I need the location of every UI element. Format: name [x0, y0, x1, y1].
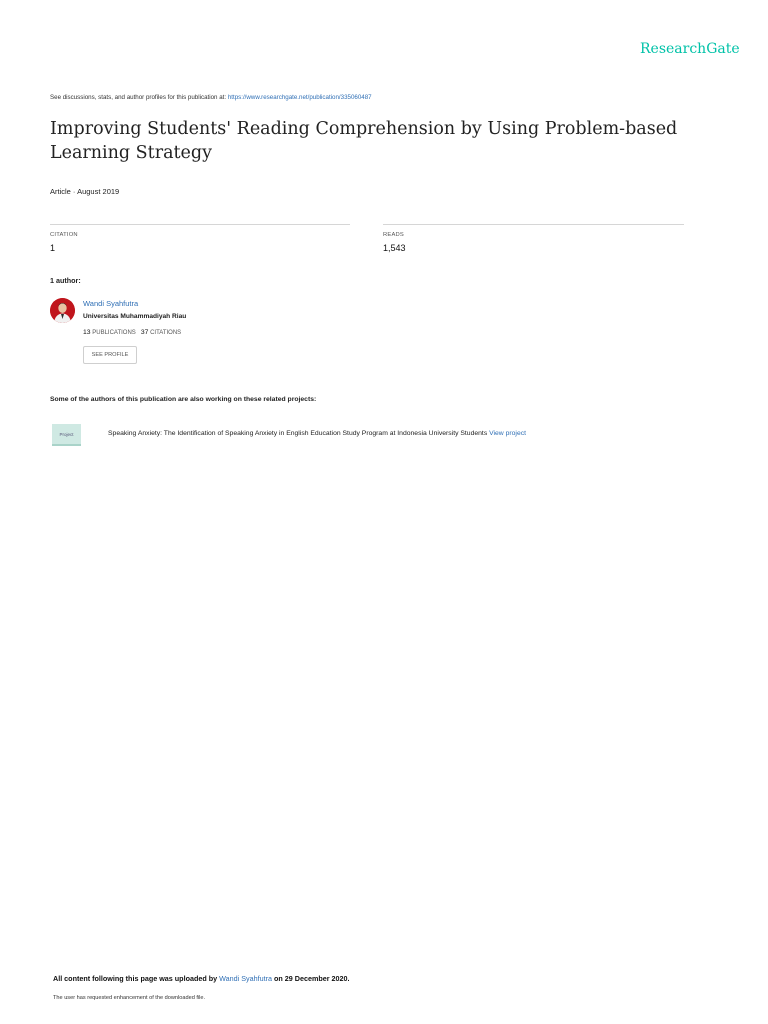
authors-heading: 1 author: — [50, 276, 81, 285]
project-item — [108, 430, 526, 437]
publication-meta: Article · August 2019 — [50, 187, 120, 196]
project-thumbnail-label: Project — [59, 432, 74, 437]
discussion-text: See discussions, stats, and author profiles for this publication at: — [50, 94, 228, 101]
see-profile-button[interactable]: SEE PROFILE — [83, 346, 137, 364]
uploader-link[interactable]: Wandi Syahfutra — [219, 974, 272, 983]
publication-url-link[interactable]: https://www.researchgate.net/publication/335060487 — [227, 94, 372, 101]
author-avatar[interactable] — [50, 298, 75, 323]
author-stats — [83, 329, 181, 336]
author-name-link[interactable]: Wandi Syahfutra — [83, 299, 139, 308]
publications-label: PUBLICATIONS — [92, 330, 136, 336]
upload-info — [53, 974, 350, 983]
publication-title: Improving Students' Reading Comprehension by Using Problem-based Learning Strategy — [50, 119, 678, 163]
author-affiliation: Universitas Muhammadiyah Riau — [83, 313, 187, 320]
avatar-portrait-icon — [50, 298, 75, 323]
citations-label: CITATIONS — [150, 330, 182, 336]
download-note: The user has requested enhancement of the downloaded file. — [53, 995, 206, 1001]
upload-prefix: All content following this page was uploaded by — [53, 974, 220, 983]
publications-count: 13 — [83, 329, 91, 336]
discussion-line — [50, 94, 372, 101]
citations-count: 37 — [140, 329, 149, 336]
project-title: Speaking Anxiety: The Identification of Speaking Anxiety in English Education Study Program at Indonesia University Students — [108, 430, 490, 437]
citation-divider — [50, 224, 350, 225]
researchgate-logo[interactable]: ResearchGate — [640, 41, 740, 57]
reads-divider — [383, 224, 684, 225]
project-thumbnail[interactable] — [52, 424, 81, 446]
citation-label: CITATION — [50, 232, 78, 238]
reads-value: 1,543 — [383, 243, 406, 253]
citation-value: 1 — [50, 243, 56, 253]
view-project-link[interactable]: View project — [489, 430, 527, 437]
upload-suffix: on 29 December 2020. — [272, 974, 350, 983]
related-projects-heading: Some of the authors of this publication are also working on these related projects: — [50, 396, 317, 403]
reads-label: READS — [383, 232, 404, 238]
